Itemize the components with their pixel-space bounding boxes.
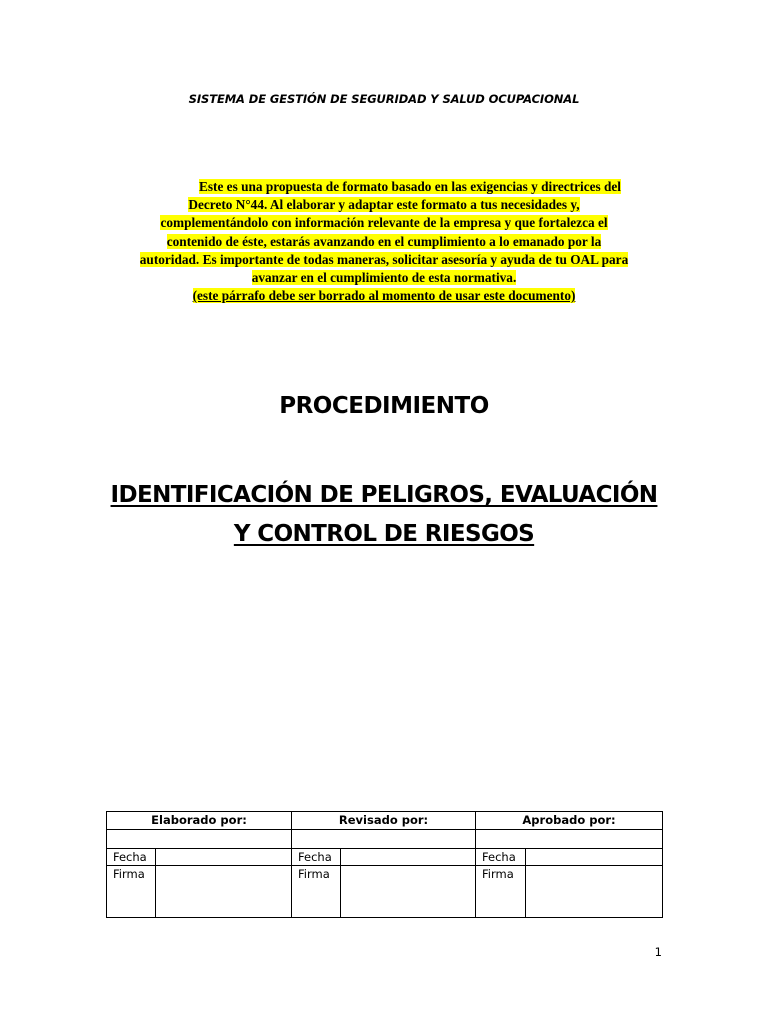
revisado-firma-cell[interactable] <box>341 866 476 918</box>
fecha-label: Fecha <box>292 849 341 866</box>
document-main-title <box>0 476 768 554</box>
notice-line: avanzar en el cumplimiento de esta normativa. <box>251 270 517 286</box>
fecha-label: Fecha <box>107 849 156 866</box>
notice-line: contenido de éste, estarás avanzando en el cumplimiento a lo emanado por la <box>166 233 602 249</box>
revisado-por-header: Revisado por: <box>292 812 476 830</box>
notice-line: Decreto N°44. Al elaborar y adaptar este formato a tus necesidades y, <box>188 197 580 213</box>
firma-label: Firma <box>292 866 341 918</box>
signature-table <box>106 811 663 918</box>
notice-line: autoridad. Es importante de todas maneras, solicitar asesoría y ayuda de tu OAL para <box>139 251 629 267</box>
notice-line: Este es una propuesta de formato basado en las exigencias y directrices del <box>198 179 622 194</box>
firma-label: Firma <box>476 866 526 918</box>
notice-line: complementándolo con información relevante de la empresa y que fortalezca el <box>160 215 608 231</box>
main-title-line-1: IDENTIFICACIÓN DE PELIGROS, EVALUACIÓN <box>110 482 658 508</box>
signature-fecha-row <box>107 849 663 866</box>
aprobado-por-header: Aprobado por: <box>476 812 663 830</box>
aprobado-por-name-cell[interactable] <box>476 830 663 849</box>
elaborado-fecha-cell[interactable] <box>156 849 292 866</box>
elaborado-por-header: Elaborado por: <box>107 812 292 830</box>
signature-name-row <box>107 830 663 849</box>
signature-header-row <box>107 812 663 830</box>
notice-line-delete-instruction: (este párrafo debe ser borrado al momento de usar este documento) <box>192 288 576 304</box>
revisado-fecha-cell[interactable] <box>341 849 476 866</box>
revisado-por-name-cell[interactable] <box>292 830 476 849</box>
main-title-line-2: Y CONTROL DE RIESGOS <box>233 521 535 547</box>
document-type-label: PROCEDIMIENTO <box>279 393 489 419</box>
elaborado-firma-cell[interactable] <box>156 866 292 918</box>
fecha-label: Fecha <box>476 849 526 866</box>
page-number: 1 <box>654 945 662 959</box>
signature-firma-row <box>107 866 663 918</box>
aprobado-firma-cell[interactable] <box>526 866 663 918</box>
aprobado-fecha-cell[interactable] <box>526 849 663 866</box>
firma-label: Firma <box>107 866 156 918</box>
document-header-title: SISTEMA DE GESTIÓN DE SEGURIDAD Y SALUD OCUPACIONAL <box>188 92 580 106</box>
elaborado-por-name-cell[interactable] <box>107 830 292 849</box>
template-notice <box>100 178 668 305</box>
